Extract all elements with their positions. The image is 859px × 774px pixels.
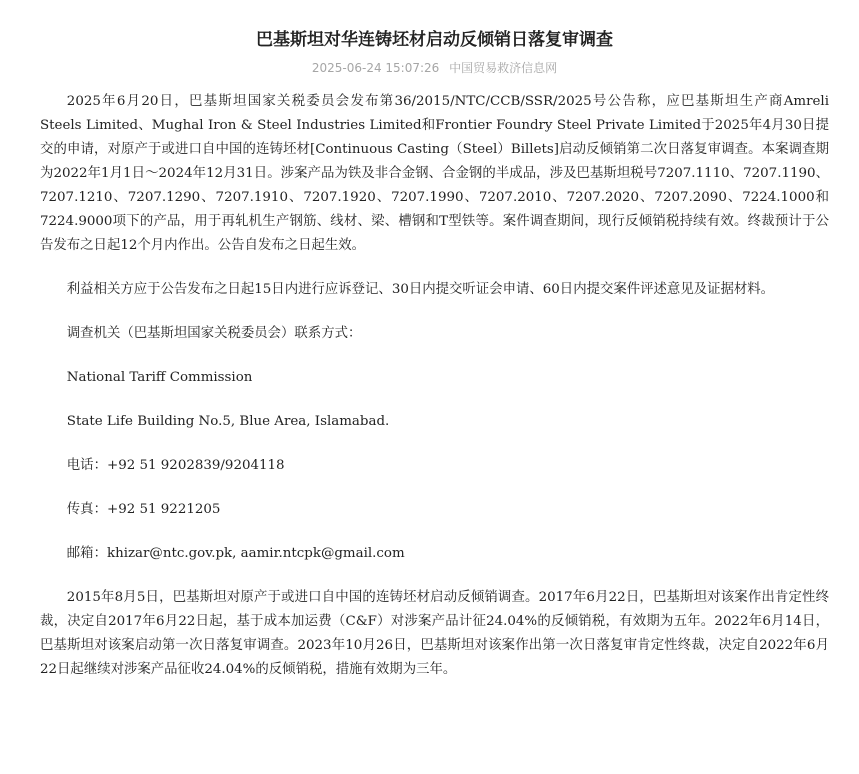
article-meta (40, 60, 829, 76)
paragraph-announcement: 2025年6月20日，巴基斯坦国家关税委员会发布第36/2015/NTC/CCB/SSR/2025号公告称，应巴基斯坦生产商Amreli Steels Limited、Mughal Iron & Steel Industries Limited和Frontier Foundry Steel Private Limited于2025年4月30日提交的申请，对原产于或进口自中国的连铸坯材[Continuous Casting（Steel）Billets]启动反倾销第二次日落复审调查。本案调查期为2022年1月1日～2024年12月31日。涉案产品为铁及非合金钢、合金钢的半成品，涉及巴基斯坦税号7207.1110、7207.1190、7207.1210、7207.1290、7207.1910、7207.1920、7207.1990、7207.2010、7207.2020、7207.2090、7224.1000和7224.9000项下的产品，用于再轧机生产钢筋、线材、梁、槽钢和T型铁等。案件调查期间，现行反倾销税持续有效。终裁预计于公告发布之日起12个月内作出。公告自发布之日起生效。 (40, 94, 829, 253)
article-title: 巴基斯坦对华连铸坯材启动反倾销日落复审调查 (256, 30, 613, 50)
source-name: 中国贸易救济信息网 (449, 61, 558, 75)
publish-date: 2025-06-24 15:07:26 (311, 61, 440, 75)
contact-fax: 传真：+92 51 9221205 (66, 502, 221, 517)
paragraph-contact-heading: 调查机关（巴基斯坦国家关税委员会）联系方式： (66, 326, 362, 341)
contact-email: 邮箱：khizar@ntc.gov.pk, aamir.ntcpk@gmail.com (66, 546, 405, 561)
article-body (40, 90, 829, 682)
contact-organization: National Tariff Commission (66, 370, 253, 385)
article (0, 29, 859, 682)
paragraph-history: 2015年8月5日，巴基斯坦对原产于或进口自中国的连铸坯材启动反倾销调查。2017年6月22日，巴基斯坦对该案作出肯定性终裁，决定自2017年6月22日起，基于成本加运费（C&F）对涉案产品计征24.04%的反倾销税，有效期为五年。2022年6月14日，巴基斯坦对该案启动第一次日落复审调查。2023年10月26日，巴基斯坦对该案作出第一次日落复审肯定性终裁，决定自2022年6月22日起继续对涉案产品征收24.04%的反倾销税，措施有效期为三年。 (40, 590, 829, 677)
contact-phone: 电话：+92 51 9202839/9204118 (66, 458, 285, 473)
paragraph-deadlines: 利益相关方应于公告发布之日起15日内进行应诉登记、30日内提交听证会申请、60日内提交案件评述意见及证据材料。 (66, 282, 775, 297)
contact-address: State Life Building No.5, Blue Area, Islamabad. (66, 414, 390, 429)
